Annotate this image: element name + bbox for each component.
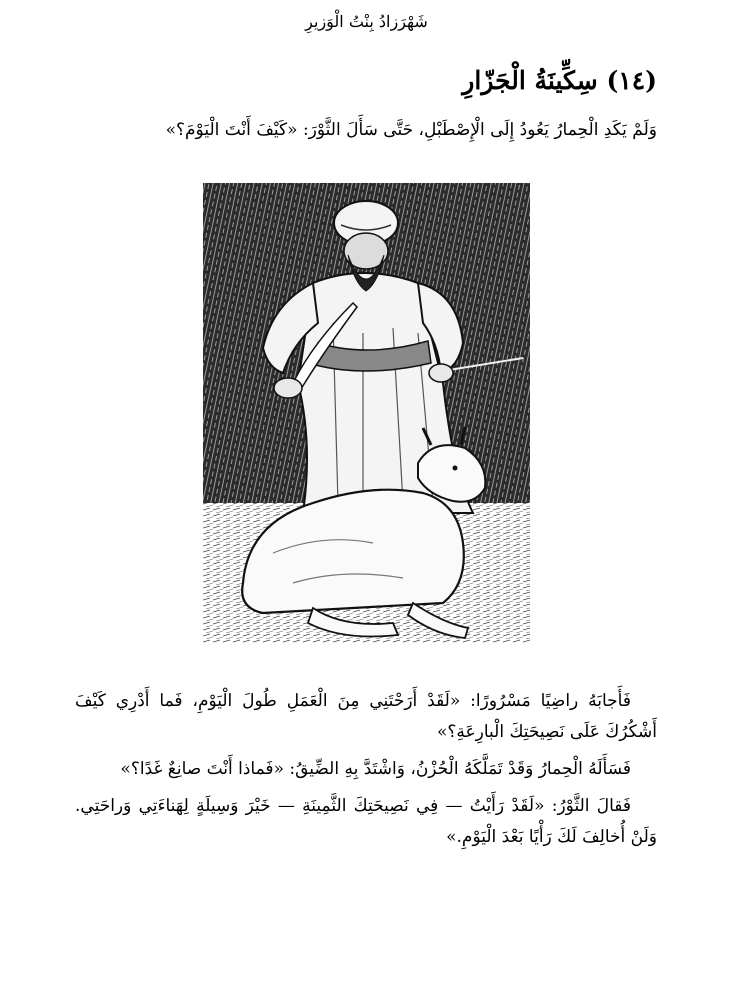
paragraph-bull-reply: فَأَجابَهُ راضِيًا مَسْرُورًا: «لَقَدْ أَرَحْتَنِي مِنَ الْعَمَلِ طُولَ الْيَوْمِ، فَما أَدْرِي كَيْفَ أَشْكُرُكَ عَلَى نَصِيحَتِكَ الْبارِعَةِ؟» — [75, 691, 657, 742]
story-body — [75, 686, 657, 859]
intro-paragraph: وَلَمْ يَكَدِ الْحِمارُ يَعُودُ إِلَى الْإِصْطَبْلِ، حَتَّى سَأَلَ الثَّوْرَ: «كَيْفَ أَنْتَ الْيَوْمَ؟» — [165, 120, 657, 140]
illustration-drawing — [203, 183, 530, 643]
butcher-and-bull-illustration — [203, 183, 530, 643]
chapter-title: (١٤) سِكِّينَةُ الْجَزّارِ — [462, 66, 657, 95]
paragraph-donkey-question: فَسَأَلَهُ الْحِمارُ وَقَدْ تَمَلَّكَهُ الْحُزْنُ، وَاشْتَدَّ بِهِ الضِّيقُ: «فَماذا أَنْتَ صانِعٌ غَدًا؟» — [120, 759, 631, 779]
running-header: شَهْرَزادُ بِنْتُ الْوَزيرِ — [305, 12, 428, 31]
paragraph-bull-decision: فَقالَ الثَّوْرُ: «لَقَدْ رَأَيْتُ — فِي نَصِيحَتِكَ الثَّمِينَةِ — خَيْرَ وَسِيلَةٍ لِهَناءَتِي وَراحَتِي. وَلَنْ أُخالِفَ لَكَ رَأْيًا بَعْدَ الْيَوْمِ.» — [75, 796, 657, 847]
